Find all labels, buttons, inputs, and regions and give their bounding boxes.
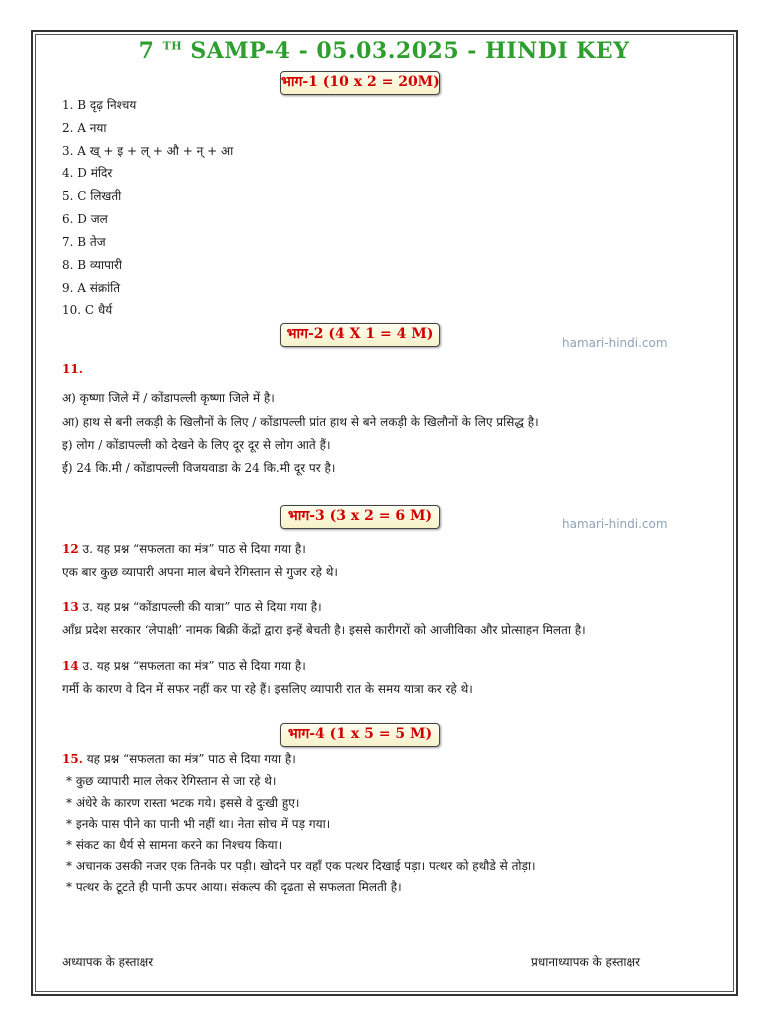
answer-1: 1. B दृढ़ निश्चय [62, 98, 137, 112]
question-11-number: 11. [62, 362, 83, 376]
answer-11-a: अ) कृष्णा जिले में / कोंडापल्ली कृष्णा जिले में है। [62, 391, 275, 405]
watermark: hamari-hindi.com [562, 336, 668, 350]
answer-9: 9. A संक्रांति [62, 281, 121, 295]
headmaster-signature-label: प्रधानाध्यापक के हस्ताक्षर [531, 955, 641, 969]
question-15: 15. यह प्रश्न “सफलता का मंत्र” पाठ से दिया गया है। [62, 752, 296, 766]
answer-15-point-4: * संकट का धैर्य से सामना करने का निश्चय किया। [66, 838, 283, 852]
watermark: hamari-hindi.com [562, 517, 668, 531]
answer-5: 5. C लिखती [62, 189, 122, 203]
answer-11-c: इ) लोग / कोंडापल्ली को देखने के लिए दूर दूर से लोग आते हैं। [62, 438, 331, 452]
answer-2: 2. A नया [62, 121, 107, 135]
answer-11-b: आ) हाथ से बनी लकड़ी के खिलौनों के लिए / कोंडापल्ली प्रांत हाथ से बने लकड़ी के खिलौनों के लिए प्रसिद्ध है। [62, 415, 539, 429]
section-header-part4: भाग-4 (1 x 5 = 5 M) [280, 723, 440, 747]
answer-3: 3. A ख् + इ + ल् + औ + न् + आ [62, 144, 234, 158]
section-header-part3: भाग-3 (3 x 2 = 6 M) [280, 505, 440, 529]
document-title: 7 $^{TH}$ SAMP-4 - 05.03.2025 - HINDI KEY [138, 38, 630, 64]
section-header-part1: भाग-1 (10 x 2 = 20M) [280, 71, 440, 95]
answer-15-point-5: * अचानक उसकी नजर एक तिनके पर पड़ी। खोदने पर वहाँ एक पत्थर दिखाई पड़ा। पत्थर को हथौडे से तोड़ा। [66, 859, 536, 873]
answer-4: 4. D मंदिर [62, 166, 113, 180]
question-12: 12 उ. यह प्रश्न “सफलता का मंत्र” पाठ से दिया गया है। [62, 542, 306, 556]
answer-15-point-6: * पत्थर के टूटते ही पानी ऊपर आया। संकल्प की दृढता से सफलता मिलती है। [66, 880, 402, 894]
section-header-part2: भाग-2 (4 X 1 = 4 M) [280, 323, 440, 347]
answer-14: गर्मी के कारण वे दिन में सफर नहीं कर पा रहे हैं। इसलिए व्यापारी रात के समय यात्रा कर रहे थे। [62, 682, 473, 696]
question-14: 14 उ. यह प्रश्न “सफलता का मंत्र” पाठ से दिया गया है। [62, 659, 306, 673]
answer-13: आँध्र प्रदेश सरकार ‘लेपाक्षी’ नामक बिक्री केंद्रों द्वारा इन्हें बेचती है। इससे कारीगरों को आजीविका और प्रोत्साहन मिलता है। [62, 623, 586, 637]
answer-8: 8. B व्यापारी [62, 258, 123, 272]
answer-11-d: ई) 24 कि.मी / कोंडापल्ली विजयवाडा के 24 कि.मी दूर पर है। [62, 461, 336, 475]
answer-15-point-3: * इनके पास पीने का पानी भी नहीं था। नेता सोच में पड़ गया। [66, 817, 331, 831]
answer-15-point-2: * अंधेरे के कारण रास्ता भटक गये। इससे वे दुःखी हुए। [66, 796, 300, 810]
answer-15-point-1: * कुछ व्यापारी माल लेकर रेगिस्तान से जा रहे थे। [66, 774, 277, 788]
answer-7: 7. B तेज [62, 235, 106, 249]
answer-12: एक बार कुछ व्यापारी अपना माल बेचने रेगिस्तान से गुजर रहे थे। [62, 565, 338, 579]
answer-10: 10. C धैर्य [62, 303, 113, 317]
question-13: 13 उ. यह प्रश्न “कोंडापल्ली की यात्रा” पाठ से दिया गया है। [62, 600, 322, 614]
teacher-signature-label: अध्यापक के हस्ताक्षर [62, 955, 154, 969]
answer-6: 6. D जल [62, 212, 108, 226]
